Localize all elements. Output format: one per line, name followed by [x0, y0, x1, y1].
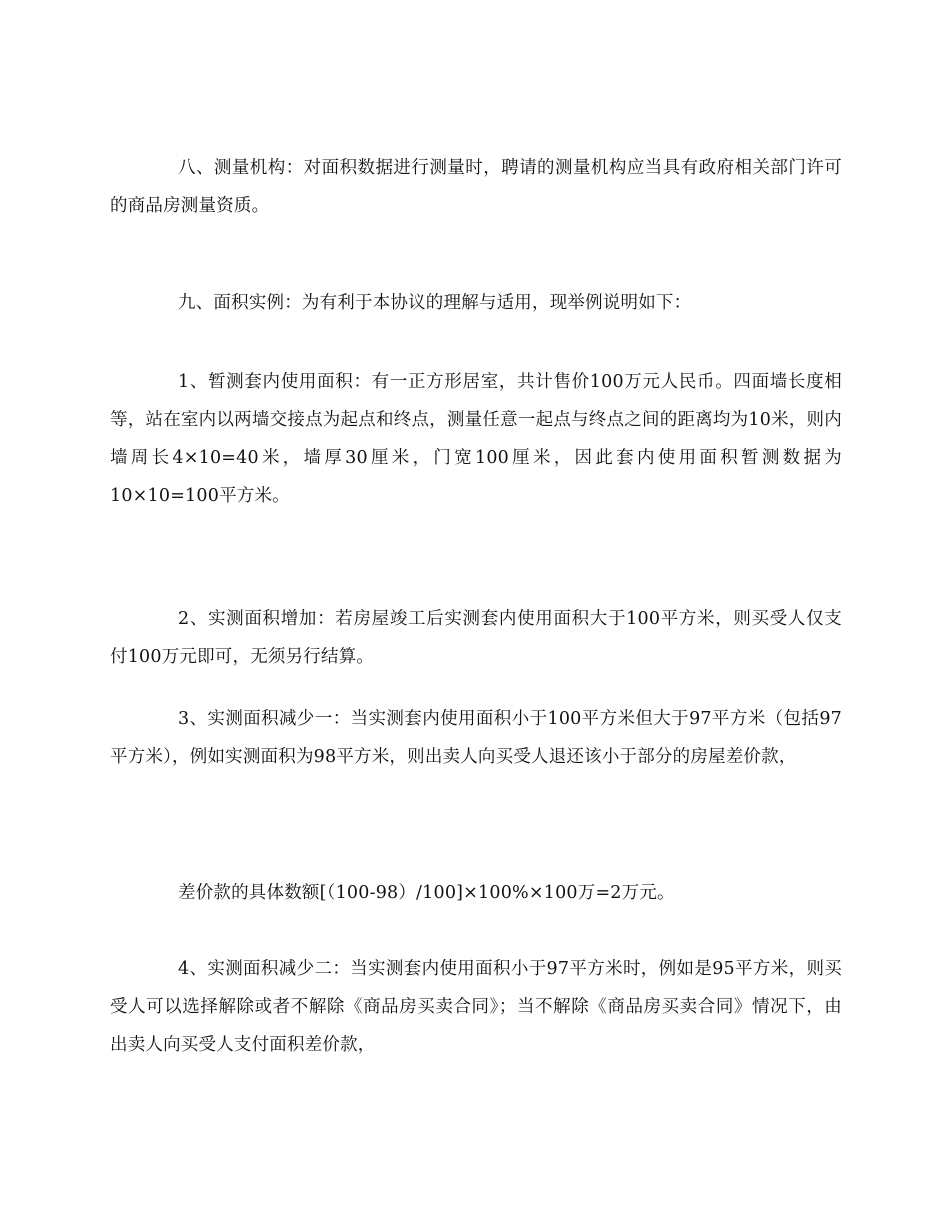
paragraph-price-difference-formula: 差价款的具体数额[（100-98）/100]×100%×100万=2万元。 [178, 883, 675, 903]
paragraph-area-decrease-two: 4、实测面积减少二：当实测套内使用面积小于97平方米时，例如是95平方米，则买受人可以选择解除或者不解除《商品房买卖合同》；当不解除《商品房买卖合同》情况下，由出卖人向买受人支付面积差价款， [110, 959, 842, 1055]
paragraph-provisional-area: 1、暂测套内使用面积：有一正方形居室，共计售价100万元人民币。四面墙长度相等，站在室内以两墙交接点为起点和终点，测量任意一起点与终点之间的距离均为10米，则内墙周长4×10=40米，墙厚30厘米，门宽100厘米，因此套内使用面积暂测数据为10×10=100平方米。 [110, 372, 842, 506]
paragraph-area-example-intro: 九、面积实例：为有利于本协议的理解与适用，现举例说明如下： [178, 293, 692, 313]
paragraph-measurement-agency: 八、测量机构：对面积数据进行测量时，聘请的测量机构应当具有政府相关部门许可的商品房测量资质。 [110, 158, 842, 216]
paragraph-area-decrease-one: 3、实测面积减少一：当实测套内使用面积小于100平方米但大于97平方米（包括97平方米），例如实测面积为98平方米，则出卖人向买受人退还该小于部分的房屋差价款， [110, 709, 842, 767]
paragraph-area-increase: 2、实测面积增加：若房屋竣工后实测套内使用面积大于100平方米，则买受人仅支付100万元即可，无须另行结算。 [110, 609, 842, 667]
